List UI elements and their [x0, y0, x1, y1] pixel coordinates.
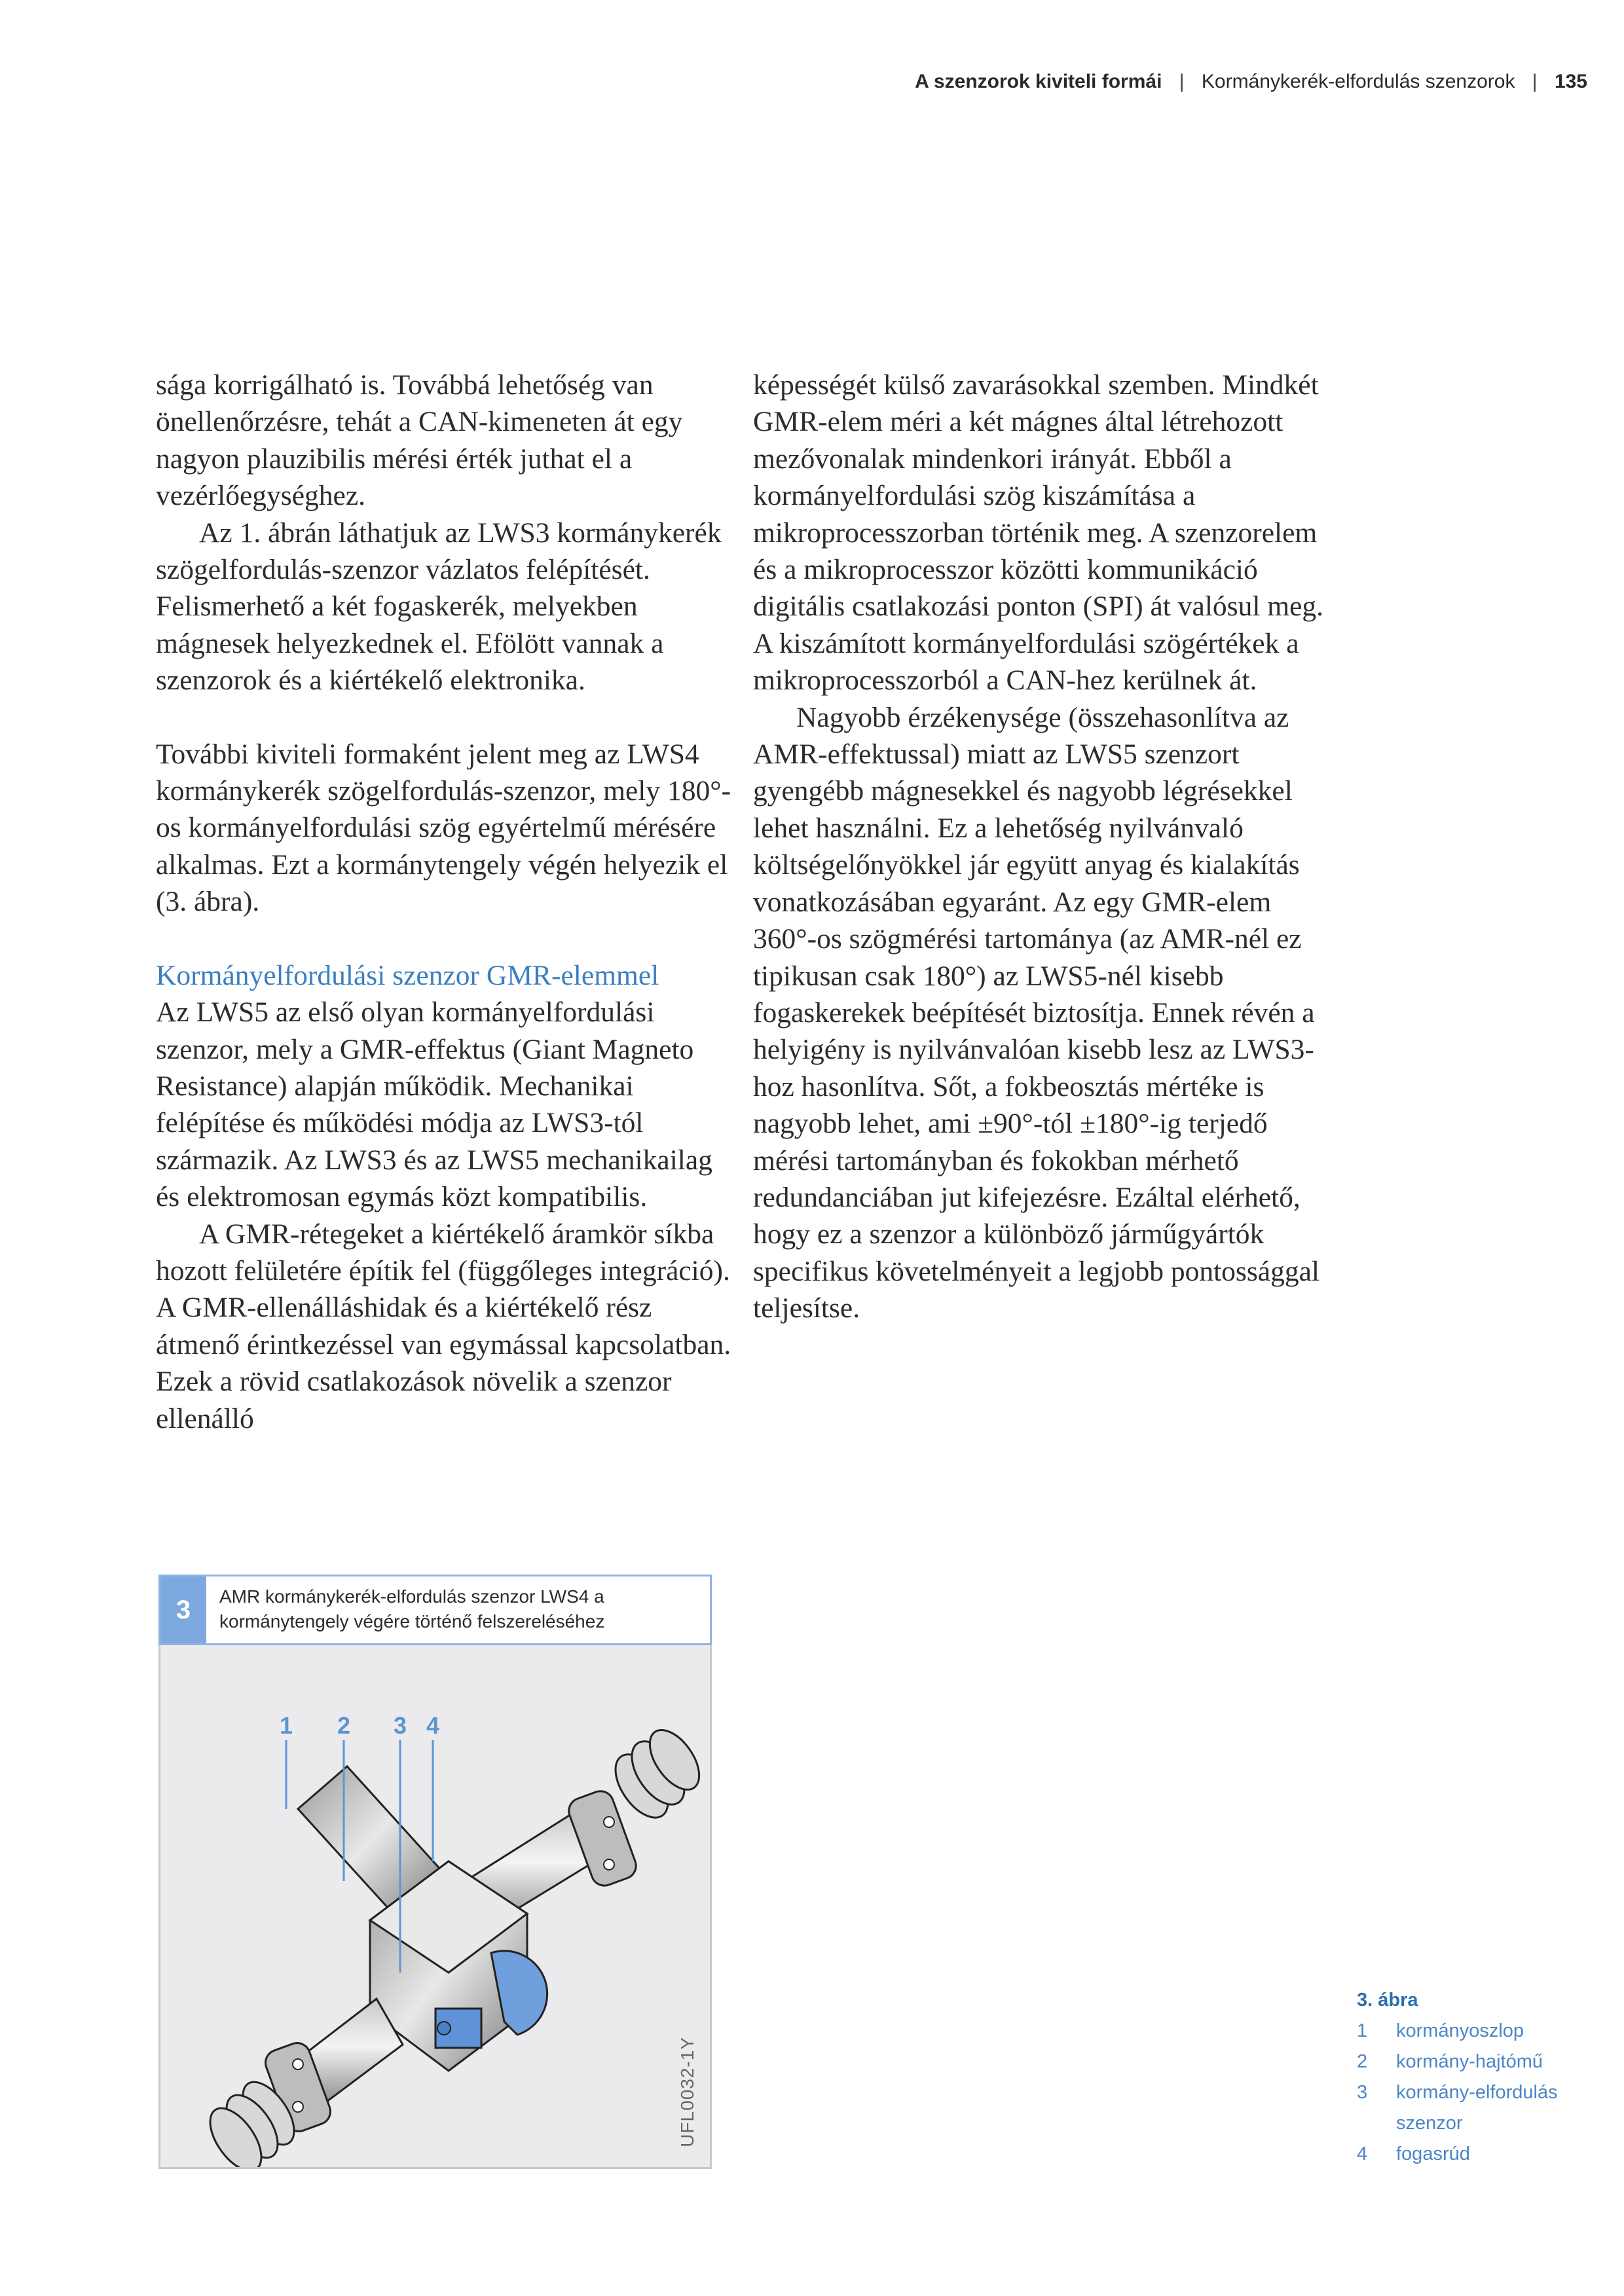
- legend-number: 4: [1357, 2143, 1368, 2164]
- figure-3: [158, 1575, 712, 2169]
- section-heading: Kormányelfordulási szenzor GMR-elemmel: [156, 959, 659, 991]
- paragraph: További kiviteli formaként jelent meg az LWS4 kormánykerék szögelfordulás-szenzor, mely 180°-os kormányelfordulási szög egyértelmű mérésére alkalmas. Ezt a kormánytengely végén helyezik el (3. ábra).: [156, 738, 731, 918]
- callout-3: 3: [393, 1712, 407, 1739]
- legend-item: [1357, 2139, 1606, 2170]
- right-column: [753, 367, 1329, 1327]
- legend-item: [1357, 2047, 1606, 2077]
- header-separator: |: [1179, 71, 1185, 92]
- callout-1: 1: [279, 1712, 293, 1739]
- legend-label: kormány-elfordulás szenzor: [1396, 2082, 1558, 2134]
- steering-sensor-illustration: [160, 1645, 710, 2167]
- figure-code: UFL0032-1Y: [677, 2037, 697, 2147]
- legend-item: [1357, 2077, 1606, 2139]
- callout-4: 4: [426, 1712, 440, 1739]
- paragraph: A GMR-rétegeket a kiértékelő áramkör síkba hozott felületére építik fel (függőleges integráció). A GMR-ellenálláshidak és a kiértékelő rész átmenő érintkezéssel van egymással kapcsolatban. Ezek a rövid csatlakozások növelik a szenzor ellenálló: [156, 1218, 731, 1434]
- figure-legend: [1357, 1985, 1606, 2170]
- legend-title: 3. ábra: [1357, 1990, 1418, 2011]
- legend-number: 1: [1357, 2020, 1368, 2041]
- header-chapter: Kormánykerék-elfordulás szenzorok: [1201, 71, 1515, 92]
- paragraph: Az 1. ábrán láthatjuk az LWS3 kormánykerék szögelfordulás-szenzor vázlatos felépítését. Felismerhető a két fogaskerék, melyekben mágnesek helyezkednek el. Efölött vannak a szenzorok és a kiértékelő elektronika.: [156, 517, 722, 697]
- header-separator: |: [1532, 71, 1538, 92]
- figure-caption-bar: [158, 1575, 712, 1645]
- steering-rack-drawing-icon: [160, 1645, 710, 2167]
- header-section: A szenzorok kiviteli formái: [915, 71, 1162, 92]
- paragraph: képességét külső zavarásokkal szemben. Mindkét GMR-elem méri a két mágnes által létrehozott mezővonalak mindenkori irányát. Ebből a kormányelfordulási szög kiszámítása a mikroprocesszorban történik meg. A szenzorelem és a mikroprocesszor közötti kommunikáció digitális csatlakozási ponton (SPI) át valósul meg. A kiszámított kormányelfordulási szögértékek a mikroprocesszorból a CAN-hez kerülnek át.: [753, 369, 1324, 697]
- legend-label: kormány-hajtómű: [1396, 2051, 1543, 2072]
- callout-2: 2: [337, 1712, 351, 1739]
- legend-label: fogasrúd: [1396, 2143, 1470, 2164]
- legend-number: 2: [1357, 2051, 1368, 2072]
- legend-number: 3: [1357, 2082, 1368, 2103]
- paragraph: sága korrigálható is. Továbbá lehetőség van önellenőrzésre, tehát a CAN-kimeneten át egy nagyon plauzibilis mérési érték juthat el a vezérlőegységhez.: [156, 369, 683, 512]
- figure-number-badge: 3: [160, 1576, 206, 1643]
- legend-item: [1357, 2016, 1606, 2047]
- page-number: 135: [1554, 71, 1587, 92]
- legend-label: kormányoszlop: [1396, 2020, 1524, 2041]
- paragraph: Az LWS5 az első olyan kormányelfordulási szenzor, mely a GMR-effektus (Giant Magneto Resistance) alapján működik. Mechanikai felépítése és működési módja az LWS3-tól származik. Az LWS3 és az LWS5 mechanikailag és elektromosan egymás közt kompatibilis.: [156, 996, 712, 1213]
- paragraph: Nagyobb érzékenysége (összehasonlítva az AMR-effektussal) miatt az LWS5 szenzort gyengébb mágnesekkel és nagyobb légrésekkel lehet használni. Ez a lehetőség nyilvánvaló költségelőnyökkel jár együtt anyag és kialakítás vonatkozásában egyaránt. Az egy GMR-elem 360°-os szögmérési tartománya (az AMR-nél ez tipikusan csak 180°) az LWS5-nél kisebb fogaskerekek beépítését biztosítja. Ennek révén a helyigény is nyilvánvalóan kisebb lesz az LWS3-hoz hasonlítva. Sőt, a fokbeosztás mértéke is nagyobb lehet, ami ±90°-tól ±180°-ig terjedő mérési tartományban és fokokban mérhető redundanciában jut kifejezésre. Ezáltal elérhető, hogy ez a szenzor a különböző járműgyártók specifikus követelményeit a legjobb pontossággal teljesítse.: [753, 701, 1320, 1324]
- left-column: [156, 367, 732, 1437]
- running-header: [851, 71, 1587, 93]
- figure-title: AMR kormánykerék-elfordulás szenzor LWS4 a kormánytengely végére történő felszereléséhez: [219, 1586, 605, 1631]
